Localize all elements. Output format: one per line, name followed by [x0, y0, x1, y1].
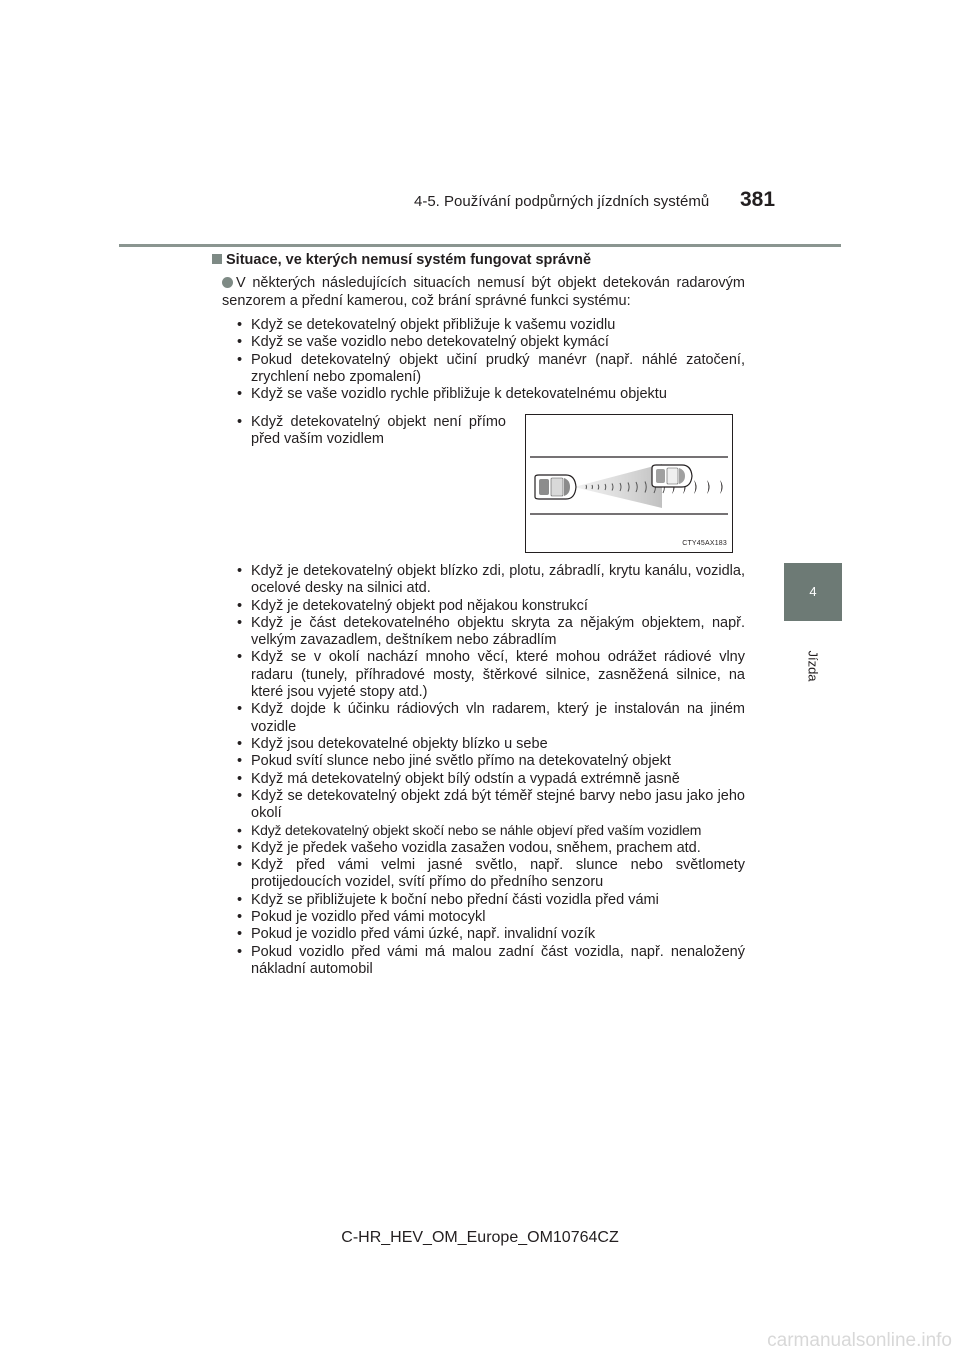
radar-beam: [574, 464, 662, 508]
page-number: 381: [740, 188, 776, 211]
list-item: • Pokud vozidlo před vámi má malou zadní část vozidla, např. nenaložený nákladní automobil: [236, 944, 745, 979]
chapter-number-tab: 4: [784, 563, 842, 621]
list-item: • Když se vaše vozidlo rychle přibližuje k detekovatelnému objektu: [236, 386, 745, 403]
list-item: • Pokud detekovatelný objekt učiní prudký manévr (např. náhlé zatočení, zrychlení nebo zpomalení): [236, 352, 745, 387]
section-heading: [212, 252, 591, 268]
list-item: • Když je předek vašeho vozidla zasažen vodou, sněhem, prachem atd.: [236, 840, 745, 857]
list-item: • Když se detekovatelný objekt zdá být téměř stejné barvy nebo jasu jako jeho okolí: [236, 788, 745, 823]
list-item: • Když má detekovatelný objekt bílý odstín a vypadá extrémně jasně: [236, 771, 745, 788]
list-item: • Když jsou detekovatelné objekty blízko u sebe: [236, 736, 745, 753]
list-item: • Když detekovatelný objekt není přímo před vaším vozidlem: [236, 414, 506, 449]
list-item: • Když se přibližujete k boční nebo přední části vozidla před vámi: [236, 892, 745, 909]
intro-text: V některých následujících situacích nemusí být objekt detekován radarovým senzorem a přední kamerou, což brání správné funkci systému:: [222, 275, 745, 309]
list-item: • Když dojde k účinku rádiových vln radarem, který je instalován na jiném vozidle: [236, 701, 745, 736]
intro-paragraph: [222, 274, 745, 310]
list-item: • Když před vámi velmi jasné světlo, např. slunce nebo světlomety protijedoucích vozidel, svítí přímo do předního senzoru: [236, 857, 745, 892]
road-illustration: [526, 415, 732, 552]
chapter-label-text: Jízda: [805, 650, 821, 682]
illustration-offset-vehicle: [525, 414, 733, 553]
list-item: • Pokud svítí slunce nebo jiné světlo přímo na detekovatelný objekt: [236, 753, 745, 770]
square-bullet-icon: [212, 254, 222, 264]
list-item: • Pokud je vozidlo před vámi úzké, např. invalidní vozík: [236, 926, 745, 943]
situation-list-top: [236, 317, 745, 403]
list-item: • Když je část detekovatelného objektu skryta za nějakým objektem, např. velkým zavazadlem, deštníkem nebo zábradlím: [236, 615, 745, 650]
round-bullet-icon: [222, 277, 233, 288]
header-divider: [119, 244, 841, 247]
own-car-icon: [535, 475, 576, 499]
list-item: • Když se v okolí nachází mnoho věcí, které mohou odrážet rádiové vlny radaru (tunely, příhradové mosty, štěrkové silnice, zasněžená silnice, na které jsou vyjeté stopy atd.): [236, 649, 745, 701]
list-item: • Když je detekovatelný objekt pod nějakou konstrukcí: [236, 598, 745, 615]
list-item: • Když je detekovatelný objekt blízko zdi, plotu, zábradlí, krytu kanálu, vozidla, ocelové desky na silnici atd.: [236, 563, 745, 598]
list-item: • Pokud je vozidlo před vámi motocykl: [236, 909, 745, 926]
list-item: • Když se vaše vozidlo nebo detekovatelný objekt kymácí: [236, 334, 745, 351]
site-watermark: carmanualsonline.info: [767, 1330, 952, 1351]
list-item: • Když se detekovatelný objekt přibližuje k vašemu vozidlu: [236, 317, 745, 334]
list-item: • Když detekovatelný objekt skočí nebo se náhle objeví před vaším vozidlem: [236, 822, 745, 839]
chapter-label: [797, 636, 829, 696]
figure-code: CTY45AX183: [682, 540, 727, 547]
situation-list-bottom: [236, 563, 745, 978]
target-car-icon: [652, 465, 692, 487]
header-section-title: 4-5. Používání podpůrných jízdních systémů: [414, 193, 710, 210]
situation-list-figure: [236, 414, 506, 449]
document-code-footer: C-HR_HEV_OM_Europe_OM10764CZ: [341, 1229, 619, 1246]
section-heading-text: Situace, ve kterých nemusí systém fungovat správně: [226, 252, 592, 268]
